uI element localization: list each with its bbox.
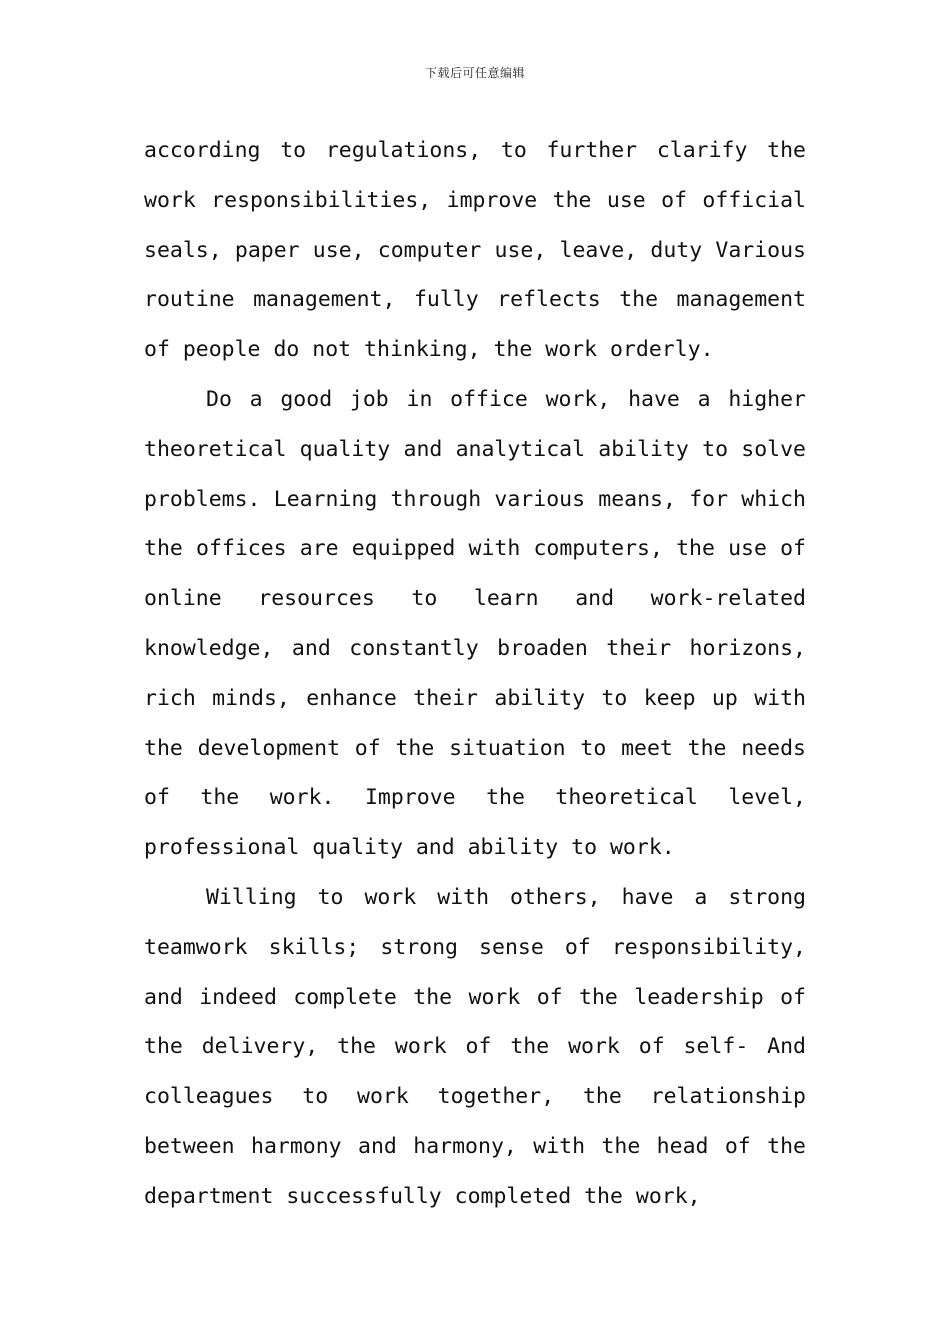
page-header: 下载后可任意编辑 [424, 66, 525, 80]
paragraph-2: Do a good job in office work, have a higher theoretical quality and analytical ability to solve problems. Learning through various means, for which the offices are equipped with computers, the use of online resources to learn and work-related knowledge, and constantly broaden their horizons, rich minds, enhance their ability to keep up with the development of the situation to meet the needs of the work. Improve the theoretical level, professional quality and ability to work. [144, 386, 806, 861]
paragraph-1: according to regulations, to further clarify the work responsibilities, improve the use of official seals, paper use, computer use, leave, duty Various routine management, fully reflects the management of people do not thinking, the work orderly. [144, 138, 806, 363]
paragraph-3: Willing to work with others, have a strong teamwork skills; strong sense of responsibility, and indeed complete the work of the leadership of the delivery, the work of the work of self- And colleagues to work together, the relationship between harmony and harmony, with the head of the department successfully completed the work, [144, 884, 806, 1209]
document-body [144, 126, 806, 1222]
